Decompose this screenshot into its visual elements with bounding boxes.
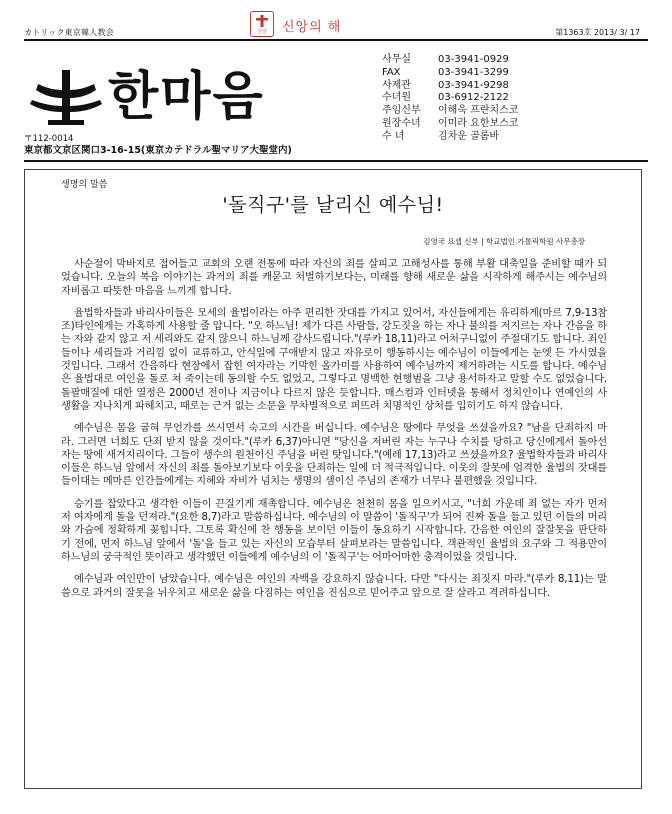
contact-value: 이미라 요한보스코 <box>438 117 519 129</box>
year-of-faith-logo <box>250 11 274 37</box>
article-body <box>61 258 607 609</box>
issue-number-date: 第1363호 2013/ 3/ 17 <box>555 28 640 37</box>
article-paragraph: 사순절이 막바지로 접어들고 교회의 오랜 전통에 따라 자신의 죄를 살피고 고해성사를 통해 부활 대축일을 준비할 때가 되었습니다. 오늘의 복음 이야기는 과거의 죄를 캐묻고 처벌하기보다는, 미래를 향해 새로운 삶을 시작하게 해주시는 예수님의 자비롭고 따뜻한 마음을 느끼게 합니다. <box>61 259 607 297</box>
contact-value: 03-3941-9298 <box>438 79 509 91</box>
article-paragraph: 예수님은 몸을 굽혀 무언가를 쓰시면서 숙고의 시간을 버십니다. 예수님은 땅에다 무엇을 쓰셨을까요? "남을 단죄하지 마라. 그러면 너희도 단죄 받지 않을 것이다."(루카 6,37)아니면 "당신을 저버린 자는 누구나 수치를 당하고 당신에게서 돌아선 자는 땅에 새겨지리이다. 그들이 생수의 원천이신 주님을 버린 탓입니다."(예레 17,13)라고 쓰셨을까요? 율법학자들과 바리사이들은 하느님 앞에서 자신의 죄를 돌아보기보다 이웃을 단죄하는 일에 더 적극적입니다. 이웃의 잘못에 엄격한 율법의 잣대를 들이대는 메마른 인간들에게는 지혜와 자비가 넘치는 생명의 샘이신 주님의 존재가 너무나 불편했을 것입니다. <box>61 423 607 488</box>
street-address: 東京都文京区関口3-16-15(東京カテドラル聖マリア大聖堂内) <box>24 145 292 156</box>
contact-row <box>382 80 518 93</box>
contact-value: 03-3941-0929 <box>438 54 509 65</box>
contact-value: 이해욱 프란치스코 <box>438 105 519 117</box>
article-headline: '돌직구'를 날리신 예수님! <box>222 194 444 216</box>
article-paragraph: 율법학자들과 바리사이들은 모세의 율법이라는 아주 편리한 잣대를 가지고 있어서, 자신들에게는 유리하게(마르 7,9-13참조)타인에게는 가혹하게 사용할 줄 압니다. "오 하느님! 제가 다른 사람들, 강도짓을 하는 자나 불의를 저지르는 자나 간음을 하는 자와 같지 않고 저 세리와도 같지 않으니 하느님께 감사드립니다."(루카 18,11)라고 어처구니없이 주절대기도 합니다. 죄인들이나 세리들과 거리낌 없이 교류하고, 안식일에 구애받지 않고 자유로이 행동하시는 예수님이 이들에게는 눈엣 든 가시였을 것입니다. 그래서 간음하다 현장에서 잡힌 여자라는 기막힌 올가미를 사용하여 예수님까지 제거하려는 시도를 합니다. 예수님은 율법대로 여인을 돌로 쳐 죽이는데 동의할 수도 없었고, 그렇다고 명백한 현행범을 그냥 용서하자고 말할 수도 없었습니다. 돌팔매질에 대한 열정은 2000년 전이나 지금이나 다르지 않은 듯합니다. 매스컴과 인터넷을 통해서 정치인이나 연예인의 사생활을 지나치게 파헤치고, 때로는 근거 없는 소문을 무차별적으로 퍼뜨려 치명적인 상처를 입히기도 하지 않습니다. <box>61 307 607 412</box>
contact-label: 사무실 <box>382 54 411 65</box>
publisher-name: カトリック東京韓人教会 <box>24 28 114 37</box>
article-paragraph: 승기를 잡았다고 생각한 이들이 끈질기게 재촉합니다. 예수님은 천천히 몸을 일으키시고, "너희 가운데 죄 없는 자가 먼저 저 여자에게 돌을 던져라."(요한 8,7)라고 말씀하십니다. 예수님의 이 말씀이 '돌직구'가 되어 진짜 돌을 들고 있던 이들의 머리와 가슴에 정확하게 꽂힙니다. 그토록 확신에 찬 행동을 보이던 이들이 동요하기 시작합니다. 간음한 여인의 잘잘못을 판단하기 전에, 먼저 하느님 앞에서 '돌'을 들고 있는 자신의 모습부터 살펴보라는 말씀입니다. 객관적인 율법의 요구와 그 적용만이 하느님의 궁극적인 뜻이라고 생각했던 이들에게 예수님의 이 '돌직구'는 어마어마한 충격이었을 것입니다. <box>61 498 607 563</box>
contact-label: 사제관 <box>382 79 411 91</box>
contact-row <box>382 67 518 80</box>
contact-value: 김차운 골롬바 <box>438 130 500 142</box>
masthead <box>30 58 350 128</box>
contact-row <box>382 131 518 144</box>
contact-label: 수녀원 <box>382 92 411 104</box>
contact-label: 주임신부 <box>382 105 421 117</box>
cross-logo-icon <box>251 12 273 36</box>
newsletter-title: 한마음 <box>108 66 265 127</box>
article-paragraph: 예수님과 여인만이 남았습니다. 예수님은 여인의 자백을 강요하지 않습니다. 다만 "다시는 죄짓지 마라."(루카 8,11)는 말씀으로 과거의 잘못을 뉘우치고 새로운 삶을 다짐하는 여인을 진심으로 믿어주고 앞으로 잘 살라고 격려하십니다. <box>61 574 607 599</box>
contact-label: FAX <box>382 66 401 78</box>
contact-row <box>382 105 518 118</box>
contact-row <box>382 92 518 105</box>
church-address <box>24 133 292 157</box>
header-divider <box>24 39 648 41</box>
article-byline: 김영국 요셉 신부 | 학교법인 가톨릭학원 사무총장 <box>423 237 585 246</box>
contact-value: 03-6912-2122 <box>438 92 509 104</box>
postal-code: 〒112-0014 <box>24 134 74 144</box>
contact-row <box>382 118 518 131</box>
contact-label: 원장수녀 <box>382 117 421 129</box>
contact-value: 03-3941-3299 <box>438 66 509 78</box>
section-label: 생명의 말씀 <box>61 180 108 190</box>
year-of-faith-title: 신앙의 해 <box>282 20 342 35</box>
article-box <box>24 169 642 789</box>
top-bar <box>24 10 648 38</box>
contact-row <box>382 54 518 67</box>
church-emblem-icon <box>30 70 102 128</box>
contact-label: 수 녀 <box>382 130 405 142</box>
masthead-divider <box>24 160 648 162</box>
svg-text:신앙: 신앙 <box>257 29 267 35</box>
contact-list <box>382 54 518 144</box>
